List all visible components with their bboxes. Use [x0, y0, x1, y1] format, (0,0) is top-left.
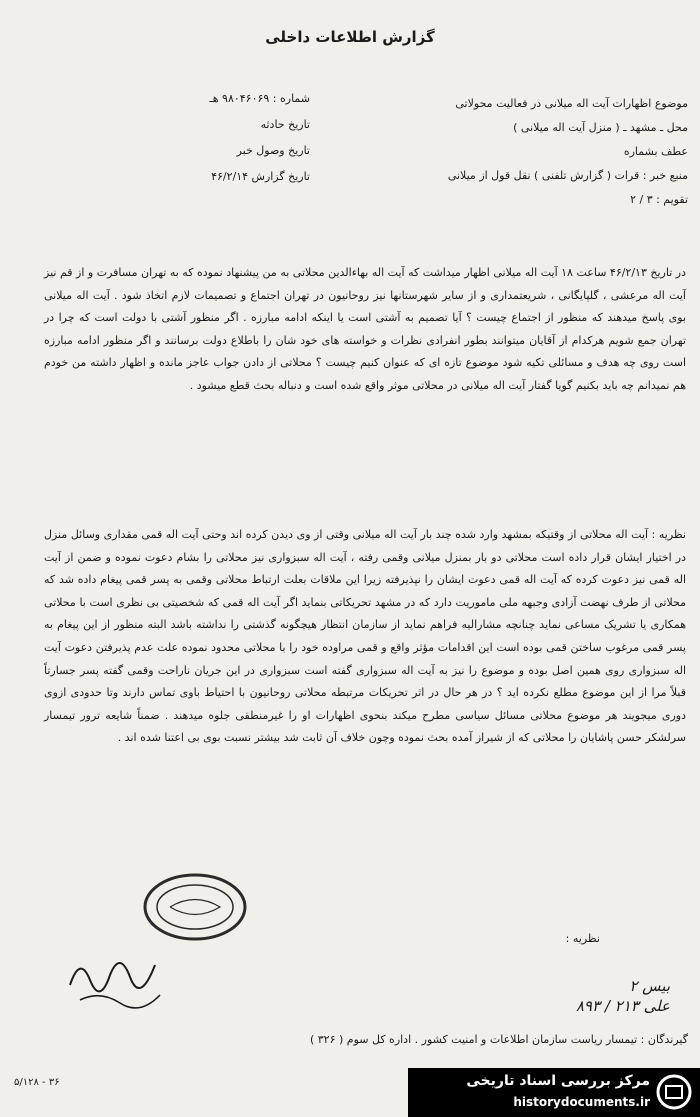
body-paragraph-1: در تاریخ ۴۶/۲/۱۳ ساعت ۱۸ آیت اله میلانی اظهار میداشت که آیت اله بهاءالدین محلاتی به من پیشنهاد نموده که به تهران مسافرت و از قم نیز آیت اله مرعشی ، گلپایگانی ، شریعتمداری و از سایر شهرستانها نیز روحانیون در تهران اجتماع و تصمیمات لازم اتخاذ شود . آیت اله میلانی بوی پاسخ میدهند که منظور از اجتماع چیست ؟ آیا تصمیم به آشتی است یا اینکه ادامه مبارزه . اگر منظور آشتی با دولت است که چرا در تهران جمع شویم هرکدام از آقایان میتوانند بطور انفرادی نظرات و خواسته های خود شان را باطلاع دولت برسانند و اگر منظور ادامه مبارزه است روی چه هدف و مسائلی تکیه شود موضوع تازه ای که عنوان کنیم چیست ؟ محلاتی از دادن جواب عاجز مانده و اظهار داشته من خودم هم نمیدانم چه باید بکنیم گویا گفتار آیت اله میلانی در محلاتی موثر واقع شده است و دنباله بحث قطع میشود . — [44, 266, 686, 392]
meta-number: شماره : ۹۸۰۴۶۰۶۹ هـ — [209, 92, 310, 105]
archive-name: مرکز بررسی اسناد تاریخی — [466, 1073, 650, 1089]
meta-block-left — [80, 86, 310, 190]
meta-block-right — [283, 92, 688, 212]
meta-receive-date: تاریخ وصول خبر — [236, 144, 310, 157]
meta-location: محل ـ مشهد ـ ( منزل آیت اله میلانی ) — [513, 121, 688, 134]
second-assessment-label: نظریه : — [565, 932, 600, 945]
handwritten-line-1: ۲ بیس — [629, 977, 670, 995]
archive-url[interactable]: historydocuments.ir — [513, 1095, 650, 1109]
archive-logo-banner — [408, 1068, 700, 1117]
meta-event-date: تاریخ حادثه — [260, 118, 310, 131]
round-stamp — [140, 870, 250, 944]
archive-logo-icon — [656, 1074, 692, 1110]
body-paragraph-2: نظریه : آیت اله محلاتی از وقتیکه بمشهد وارد شده چند بار آیت اله میلانی وقتی از وی دیدن کرده اند وحتی آیت اله قمی مقداری وسائل منزل در اختیار ایشان قرار داده است محلاتی دو بار بمنزل میلانی وقمی رفته ، آیت اله سبزواری نیز محلاتی را بشام دعوت نموده و ضمن از آیت اله قمی نیز دعوت کرده که آیت اله قمی دعوت ایشان را نپذیرفته زیرا این ملاقات بعلت ارتباط محلاتی وقمی به پسر قمی پیغام داده شد که محلاتی از طرف نهضت آزادی وجبهه ملی ماموریت دارد که در مشهد تحریکاتی بنماید اگر آیت اله قمی که شخصیتی بی نظری است با محلاتی همکاری یا تشریک مساعی نماید چنانچه مشارالیه فراهم نماید از سازمان انتظار هیچگونه گذشتی را نداشته باشد البته منظور از این پیغام به پسر قمی مرغوب ساختن قمی بوده است این اقدامات مؤثر واقع و قمی مراوده خود را با محلاتی محدود نموده علت عدم پذیرفتن دعوت آیت اله سبزواری روی همین اصل بوده و موضوع را نیز به آیت اله سبزواری گفته است سبزواری در این جریان ناراحت وقمی گفته پسر جسارتاً قبلاً مرا از این موضوع مطلع نکرده اید ؟ در هر حال در اثر تحریکات مرتبطه محلاتی روحانیون با احتیاط باوی تماس دارند وتا حدودی ازوی دوری میجویند هر موضوع محلاتی مسائل سیاسی مطرح میکند بنحوی اظهارات او را غیرمنطقی جلوه میدهند . ضمناً شایعه ترور تیمسار سرلشکر حسن پاشایان را محلاتی که از شیراز آمده بحث نموده وچون خلاف آن ثابت شد بیشتر نسبت بوی بی اعتنا شده اند . — [44, 528, 686, 745]
meta-evaluation: تقویم : ۳ / ۲ — [630, 193, 688, 206]
report-title: گزارش اطلاعات داخلی — [265, 28, 435, 46]
receivers-line: گیرندگان : تیمسار ریاست سازمان اطلاعات و امنیت کشور . اداره کل سوم ( ۳۲۶ ) — [309, 1033, 688, 1046]
meta-ref-number: عطف بشماره — [623, 145, 688, 158]
meta-subject: موضوع اظهارات آیت اله میلانی در فعالیت محولاتی — [455, 97, 688, 110]
document-number: ۵/۱۲۸ - ۳۶ — [14, 1077, 60, 1088]
meta-source: منبع خبر : قرات ( گزارش تلفنی ) نقل قول از میلانی — [447, 169, 688, 182]
handwritten-line-2: ۸۹۳ / ۲۱۳ علی — [575, 997, 670, 1015]
handwritten-signature — [60, 935, 170, 1015]
handwritten-notes — [370, 976, 670, 1016]
meta-report-date: تاریخ گزارش ۴۶/۲/۱۴ — [211, 170, 310, 183]
